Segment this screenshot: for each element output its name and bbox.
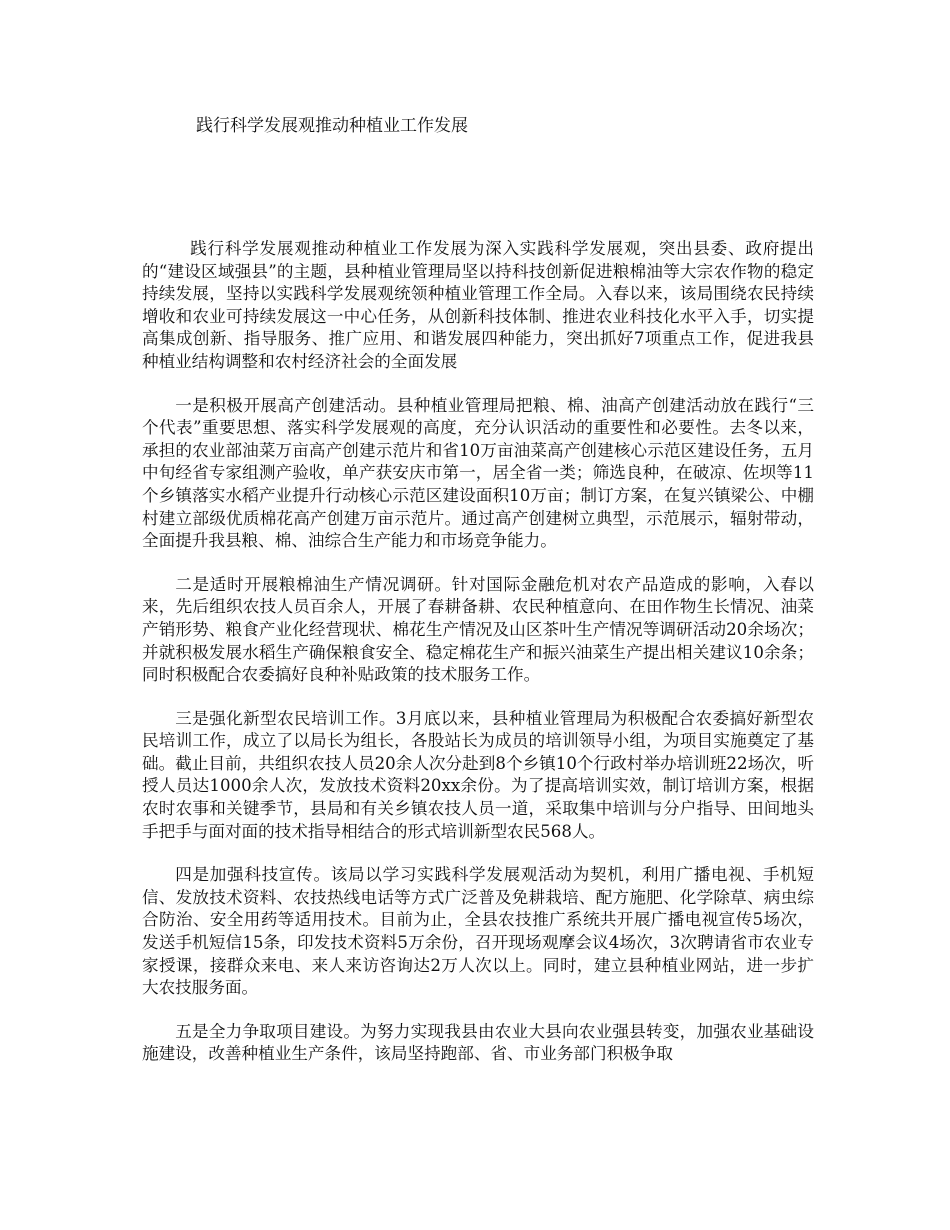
paragraph-production-survey: 二是适时开展粮棉油生产情况调研。针对国际金融危机对农产品造成的影响，入春以来，先后组织农技人员百余人，开展了春耕备耕、农民种植意向、在田作物生长情况、油菜产销形势、粮食产业化经营现状、棉花生产情况及山区茶叶生产情况等调研活动20余场次；并就积极发展水稻生产确保粮食安全、稳定棉花生产和振兴油菜生产提出相关建议10余条；同时积极配合农委搞好良种补贴政策的技术服务工作。	[142, 574, 814, 685]
paragraph-project-construction: 五是全力争取项目建设。为努力实现我县由农业大县向农业强县转变，加强农业基础设施建设，改善种植业生产条件，该局坚持跑部、省、市业务部门积极争取	[142, 1021, 814, 1064]
document-body	[142, 238, 814, 1087]
paragraph-farmer-training: 三是强化新型农民培训工作。3月底以来，县种植业管理局为积极配合农委搞好新型农民培训工作，成立了以局长为组长，各股站长为成员的培训领导小组，为项目实施奠定了基础。截止目前，共组织农技人员20余人次分赴到8个乡镇10个行政村举办培训班22场次，听授人员达1000余人次，发放技术资料20xx余份。为了提高培训实效，制订培训方案，根据农时农事和关键季节，县局和有关乡镇农技人员一道，采取集中培训与分户指导、田间地头手把手与面对面的技术指导相结合的形式培训新型农民568人。	[142, 708, 814, 841]
document-title: 践行科学发展观推动种植业工作发展	[196, 116, 468, 136]
intro-paragraph: 践行科学发展观推动种植业工作发展为深入实践科学发展观，突出县委、政府提出的“建设区域强县”的主题，县种植业管理局坚以持科技创新促进粮棉油等大宗农作物的稳定持续发展，坚持以实践科学发展观统领种植业管理工作全局。入春以来，该局围绕农民持续增收和农业可持续发展这一中心任务，从创新科技体制、推进农业科技化水平入手，切实提高集成创新、指导服务、推广应用、和谐发展四种能力，突出抓好7项重点工作，促进我县种植业结构调整和农村经济社会的全面发展	[142, 239, 814, 371]
paragraph-tech-publicity: 四是加强科技宣传。该局以学习实践科学发展观活动为契机，利用广播电视、手机短信、发放技术资料、农技热线电话等方式广泛普及免耕栽培、配方施肥、化学除草、病虫综合防治、安全用药等适用技术。目前为止，全县农技推广系统共开展广播电视宣传5场次，发送手机短信15条，印发技术资料5万余份，召开现场观摩会议4场次，3次聘请省市农业专家授课，接群众来电、来人来访咨询达2万人次以上。同时，建立县种植业网站，进一步扩大农技服务面。	[142, 865, 814, 998]
paragraph-high-yield-campaign: 一是积极开展高产创建活动。县种植业管理局把粮、棉、油高产创建活动放在践行“三个代表”重要思想、落实科学发展观的高度，充分认识活动的重要性和必要性。去冬以来，承担的农业部油菜万亩高产创建示范片和省10万亩油菜高产创建核心示范区建设任务，五月中旬经省专家组测产验收，单产获安庆市第一，居全省一类；筛选良种，在破凉、佐坝等11个乡镇落实水稻产业提升行动核心示范区建设面积10万亩；制订方案，在复兴镇梁公、中棚村建立部级优质棉花高产创建万亩示范片。通过高产创建树立典型，示范展示，辐射带动，全面提升我县粮、棉、油综合生产能力和市场竞争能力。	[142, 395, 814, 551]
